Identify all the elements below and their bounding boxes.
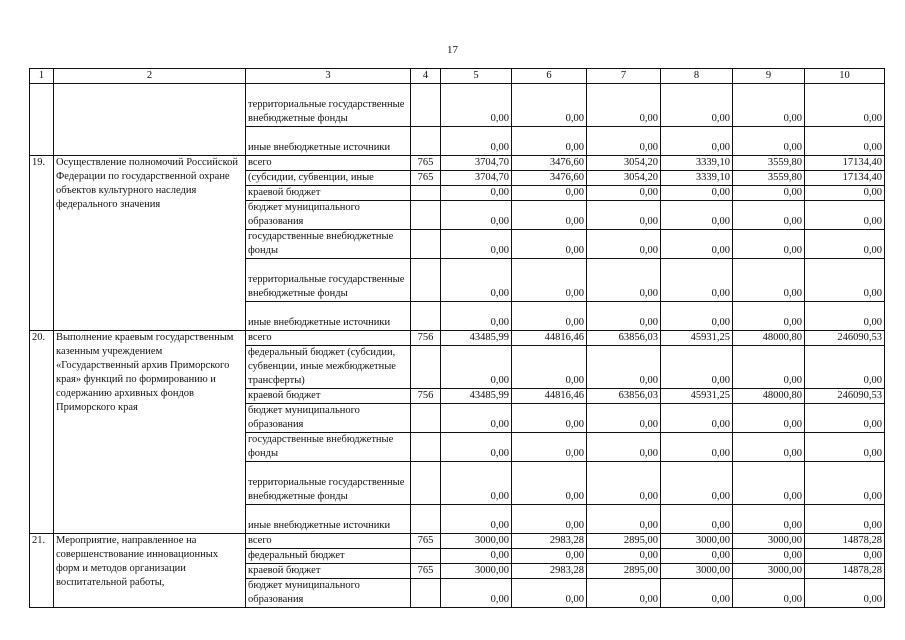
amount-cell: 2895,00 bbox=[587, 534, 661, 549]
amount-cell: 0,00 bbox=[512, 302, 587, 331]
amount-cell: 0,00 bbox=[512, 259, 587, 302]
funding-source: государственные внебюджетные фонды bbox=[246, 230, 411, 259]
amount-cell: 0,00 bbox=[587, 127, 661, 156]
amount-cell: 0,00 bbox=[805, 433, 885, 462]
amount-cell: 48000,80 bbox=[733, 331, 805, 346]
amount-cell: 0,00 bbox=[733, 84, 805, 127]
amount-cell: 0,00 bbox=[441, 186, 512, 201]
amount-cell: 63856,03 bbox=[587, 331, 661, 346]
amount-cell: 0,00 bbox=[512, 346, 587, 389]
amount-cell: 0,00 bbox=[587, 186, 661, 201]
budget-code: 765 bbox=[411, 534, 441, 549]
budget-code bbox=[411, 433, 441, 462]
amount-cell: 0,00 bbox=[661, 259, 733, 302]
header-cell: 9 bbox=[733, 69, 805, 84]
row-number: 21. bbox=[30, 534, 54, 608]
funding-source: краевой бюджет bbox=[246, 186, 411, 201]
amount-cell: 0,00 bbox=[587, 230, 661, 259]
amount-cell: 0,00 bbox=[805, 201, 885, 230]
amount-cell: 0,00 bbox=[587, 84, 661, 127]
row-number bbox=[30, 84, 54, 156]
amount-cell: 0,00 bbox=[587, 462, 661, 505]
amount-cell: 0,00 bbox=[512, 549, 587, 564]
funding-source: всего bbox=[246, 331, 411, 346]
budget-code bbox=[411, 84, 441, 127]
amount-cell: 0,00 bbox=[733, 230, 805, 259]
amount-cell: 0,00 bbox=[512, 127, 587, 156]
amount-cell: 3000,00 bbox=[441, 534, 512, 549]
amount-cell: 0,00 bbox=[733, 302, 805, 331]
table-row bbox=[30, 331, 885, 346]
budget-code: 765 bbox=[411, 171, 441, 186]
amount-cell: 45931,25 bbox=[661, 331, 733, 346]
amount-cell: 0,00 bbox=[661, 84, 733, 127]
amount-cell: 3559,80 bbox=[733, 156, 805, 171]
amount-cell: 3559,80 bbox=[733, 171, 805, 186]
measure-title: Мероприятие, направленное на совершенствование инновационных форм и методов организации воспитательной работы, bbox=[54, 534, 246, 608]
amount-cell: 45931,25 bbox=[661, 389, 733, 404]
amount-cell: 48000,80 bbox=[733, 389, 805, 404]
amount-cell: 44816,46 bbox=[512, 389, 587, 404]
budget-code: 765 bbox=[411, 156, 441, 171]
amount-cell: 0,00 bbox=[512, 505, 587, 534]
amount-cell: 44816,46 bbox=[512, 331, 587, 346]
amount-cell: 0,00 bbox=[661, 127, 733, 156]
amount-cell: 0,00 bbox=[587, 433, 661, 462]
budget-table bbox=[29, 68, 885, 608]
amount-cell: 2983,28 bbox=[512, 534, 587, 549]
amount-cell: 0,00 bbox=[512, 201, 587, 230]
budget-code bbox=[411, 346, 441, 389]
amount-cell: 0,00 bbox=[441, 127, 512, 156]
amount-cell: 0,00 bbox=[733, 462, 805, 505]
funding-source: территориальные государственные внебюджетные фонды bbox=[246, 462, 411, 505]
header-row bbox=[30, 69, 885, 84]
budget-code bbox=[411, 505, 441, 534]
amount-cell: 0,00 bbox=[441, 462, 512, 505]
amount-cell: 17134,40 bbox=[805, 156, 885, 171]
funding-source: краевой бюджет bbox=[246, 564, 411, 579]
amount-cell: 3476,60 bbox=[512, 156, 587, 171]
amount-cell: 63856,03 bbox=[587, 389, 661, 404]
amount-cell: 0,00 bbox=[733, 201, 805, 230]
amount-cell: 2895,00 bbox=[587, 564, 661, 579]
header-cell: 3 bbox=[246, 69, 411, 84]
budget-code bbox=[411, 404, 441, 433]
funding-source: государственные внебюджетные фонды bbox=[246, 433, 411, 462]
funding-source: (субсидии, субвенции, иные bbox=[246, 171, 411, 186]
header-cell: 8 bbox=[661, 69, 733, 84]
amount-cell: 0,00 bbox=[587, 505, 661, 534]
amount-cell: 246090,53 bbox=[805, 331, 885, 346]
funding-source: территориальные государственные внебюджетные фонды bbox=[246, 84, 411, 127]
funding-source: иные внебюджетные источники bbox=[246, 505, 411, 534]
amount-cell: 0,00 bbox=[805, 230, 885, 259]
amount-cell: 3704,70 bbox=[441, 156, 512, 171]
table-row bbox=[30, 534, 885, 549]
header-cell: 2 bbox=[54, 69, 246, 84]
budget-code bbox=[411, 259, 441, 302]
funding-source: федеральный бюджет bbox=[246, 549, 411, 564]
amount-cell: 2983,28 bbox=[512, 564, 587, 579]
table-row bbox=[30, 84, 885, 127]
amount-cell: 3054,20 bbox=[587, 171, 661, 186]
amount-cell: 0,00 bbox=[661, 549, 733, 564]
budget-code: 765 bbox=[411, 564, 441, 579]
amount-cell: 0,00 bbox=[587, 201, 661, 230]
amount-cell: 0,00 bbox=[587, 404, 661, 433]
budget-code bbox=[411, 302, 441, 331]
amount-cell: 0,00 bbox=[441, 505, 512, 534]
amount-cell: 0,00 bbox=[805, 404, 885, 433]
amount-cell: 0,00 bbox=[441, 230, 512, 259]
amount-cell: 14878,28 bbox=[805, 534, 885, 549]
funding-source: краевой бюджет bbox=[246, 389, 411, 404]
amount-cell: 0,00 bbox=[587, 346, 661, 389]
amount-cell: 0,00 bbox=[733, 404, 805, 433]
amount-cell: 0,00 bbox=[512, 579, 587, 608]
amount-cell: 0,00 bbox=[805, 127, 885, 156]
header-cell: 5 bbox=[441, 69, 512, 84]
budget-code bbox=[411, 579, 441, 608]
funding-source: федеральный бюджет (субсидии, субвенции, иные межбюджетные трансферты) bbox=[246, 346, 411, 389]
amount-cell: 3000,00 bbox=[661, 564, 733, 579]
amount-cell: 0,00 bbox=[441, 201, 512, 230]
amount-cell: 0,00 bbox=[661, 505, 733, 534]
amount-cell: 0,00 bbox=[441, 302, 512, 331]
amount-cell: 0,00 bbox=[661, 433, 733, 462]
funding-source: иные внебюджетные источники bbox=[246, 302, 411, 331]
amount-cell: 3000,00 bbox=[733, 564, 805, 579]
header-cell: 6 bbox=[512, 69, 587, 84]
funding-source: территориальные государственные внебюджетные фонды bbox=[246, 259, 411, 302]
funding-source: бюджет муниципального образования bbox=[246, 404, 411, 433]
amount-cell: 0,00 bbox=[512, 433, 587, 462]
amount-cell: 43485,99 bbox=[441, 389, 512, 404]
amount-cell: 0,00 bbox=[733, 579, 805, 608]
budget-code bbox=[411, 186, 441, 201]
amount-cell: 0,00 bbox=[512, 404, 587, 433]
amount-cell: 0,00 bbox=[733, 127, 805, 156]
amount-cell: 3339,10 bbox=[661, 171, 733, 186]
amount-cell: 0,00 bbox=[661, 302, 733, 331]
funding-source: всего bbox=[246, 534, 411, 549]
amount-cell: 0,00 bbox=[805, 579, 885, 608]
amount-cell: 3704,70 bbox=[441, 171, 512, 186]
amount-cell: 0,00 bbox=[587, 302, 661, 331]
page-number: 17 bbox=[447, 44, 458, 56]
amount-cell: 0,00 bbox=[441, 259, 512, 302]
amount-cell: 0,00 bbox=[733, 505, 805, 534]
measure-title: Выполнение краевым государственным казенным учреждением «Государственный архив Приморского края» функций по формированию и содержанию архивных фондов Приморского края bbox=[54, 331, 246, 534]
amount-cell: 0,00 bbox=[733, 346, 805, 389]
header-cell: 4 bbox=[411, 69, 441, 84]
header-cell: 10 bbox=[805, 69, 885, 84]
budget-code: 756 bbox=[411, 389, 441, 404]
budget-code bbox=[411, 230, 441, 259]
amount-cell: 3000,00 bbox=[661, 534, 733, 549]
amount-cell: 0,00 bbox=[805, 302, 885, 331]
amount-cell: 14878,28 bbox=[805, 564, 885, 579]
amount-cell: 17134,40 bbox=[805, 171, 885, 186]
measure-title: Осуществление полномочий Российской Федерации по государственной охране объектов культурного наследия федерального значения bbox=[54, 156, 246, 331]
amount-cell: 0,00 bbox=[441, 84, 512, 127]
budget-code bbox=[411, 462, 441, 505]
amount-cell: 0,00 bbox=[587, 549, 661, 564]
amount-cell: 3000,00 bbox=[441, 564, 512, 579]
measure-title bbox=[54, 84, 246, 156]
row-number: 19. bbox=[30, 156, 54, 331]
table-row bbox=[30, 156, 885, 171]
amount-cell: 0,00 bbox=[441, 579, 512, 608]
amount-cell: 0,00 bbox=[661, 404, 733, 433]
amount-cell: 0,00 bbox=[441, 404, 512, 433]
amount-cell: 3339,10 bbox=[661, 156, 733, 171]
amount-cell: 0,00 bbox=[805, 259, 885, 302]
header-cell: 1 bbox=[30, 69, 54, 84]
amount-cell: 0,00 bbox=[661, 346, 733, 389]
budget-code: 756 bbox=[411, 331, 441, 346]
amount-cell: 3000,00 bbox=[733, 534, 805, 549]
amount-cell: 0,00 bbox=[661, 462, 733, 505]
amount-cell: 246090,53 bbox=[805, 389, 885, 404]
budget-code bbox=[411, 127, 441, 156]
amount-cell: 0,00 bbox=[733, 259, 805, 302]
amount-cell: 0,00 bbox=[512, 230, 587, 259]
amount-cell: 0,00 bbox=[805, 186, 885, 201]
amount-cell: 0,00 bbox=[512, 186, 587, 201]
amount-cell: 0,00 bbox=[661, 579, 733, 608]
amount-cell: 0,00 bbox=[587, 579, 661, 608]
funding-source: бюджет муниципального образования bbox=[246, 579, 411, 608]
budget-code bbox=[411, 201, 441, 230]
amount-cell: 0,00 bbox=[441, 346, 512, 389]
funding-source: бюджет муниципального образования bbox=[246, 201, 411, 230]
amount-cell: 0,00 bbox=[661, 201, 733, 230]
budget-code bbox=[411, 549, 441, 564]
row-number: 20. bbox=[30, 331, 54, 534]
amount-cell: 0,00 bbox=[441, 549, 512, 564]
amount-cell: 3476,60 bbox=[512, 171, 587, 186]
amount-cell: 0,00 bbox=[733, 549, 805, 564]
amount-cell: 0,00 bbox=[512, 84, 587, 127]
amount-cell: 0,00 bbox=[805, 462, 885, 505]
amount-cell: 0,00 bbox=[805, 84, 885, 127]
funding-source: всего bbox=[246, 156, 411, 171]
amount-cell: 0,00 bbox=[512, 462, 587, 505]
amount-cell: 0,00 bbox=[661, 230, 733, 259]
amount-cell: 0,00 bbox=[661, 186, 733, 201]
amount-cell: 3054,20 bbox=[587, 156, 661, 171]
amount-cell: 0,00 bbox=[587, 259, 661, 302]
amount-cell: 0,00 bbox=[805, 346, 885, 389]
amount-cell: 0,00 bbox=[733, 186, 805, 201]
amount-cell: 43485,99 bbox=[441, 331, 512, 346]
header-cell: 7 bbox=[587, 69, 661, 84]
amount-cell: 0,00 bbox=[733, 433, 805, 462]
amount-cell: 0,00 bbox=[441, 433, 512, 462]
amount-cell: 0,00 bbox=[805, 505, 885, 534]
amount-cell: 0,00 bbox=[805, 549, 885, 564]
funding-source: иные внебюджетные источники bbox=[246, 127, 411, 156]
